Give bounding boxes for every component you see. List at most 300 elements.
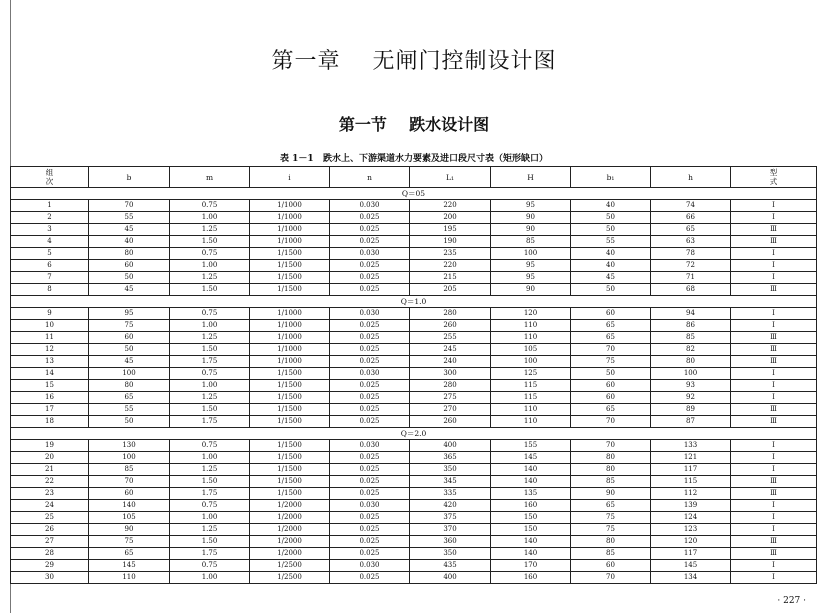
table-cell: 1/1000 [250, 332, 330, 344]
table-cell: Ⅰ [731, 200, 817, 212]
table-cell: 134 [651, 572, 731, 584]
table-cell: 115 [491, 392, 571, 404]
column-header: i [250, 167, 330, 188]
table-cell: 28 [11, 548, 89, 560]
table-cell: 155 [491, 440, 571, 452]
table-cell: 0.025 [330, 512, 410, 524]
table-cell: 365 [410, 452, 491, 464]
table-cell: 110 [491, 332, 571, 344]
table-cell: 0.025 [330, 452, 410, 464]
table-cell: 0.025 [330, 344, 410, 356]
table-cell: 0.030 [330, 248, 410, 260]
table-cell: 124 [651, 512, 731, 524]
table-cell: 17 [11, 404, 89, 416]
table-cell: 150 [491, 524, 571, 536]
table-cell: 78 [651, 248, 731, 260]
table-cell: 0.030 [330, 368, 410, 380]
table-cell: 65 [571, 500, 651, 512]
table-cell: 0.025 [330, 320, 410, 332]
table-cell: 89 [651, 404, 731, 416]
table-row [11, 212, 817, 224]
table-cell: 260 [410, 320, 491, 332]
group-row [11, 296, 817, 308]
table-cell: 63 [651, 236, 731, 248]
table-cell: 215 [410, 272, 491, 284]
table-cell: 115 [651, 476, 731, 488]
table-cell: Ⅲ [731, 356, 817, 368]
table-cell: 0.030 [330, 308, 410, 320]
table-cell: 135 [491, 488, 571, 500]
table-cell: 0.025 [330, 224, 410, 236]
table-row [11, 380, 817, 392]
table-cell: 1/1500 [250, 464, 330, 476]
table-cell: 0.025 [330, 236, 410, 248]
table-cell: 65 [571, 332, 651, 344]
table-cell: 235 [410, 248, 491, 260]
table-cell: 0.025 [330, 524, 410, 536]
table-cell: 60 [571, 380, 651, 392]
table-cell: 6 [11, 260, 89, 272]
table-cell: 60 [571, 392, 651, 404]
table-cell: 2 [11, 212, 89, 224]
table-cell: 24 [11, 500, 89, 512]
table-cell: 50 [571, 212, 651, 224]
table-cell: 87 [651, 416, 731, 428]
table-cell: 0.030 [330, 500, 410, 512]
table-cell: 0.025 [330, 392, 410, 404]
table-cell: 121 [651, 452, 731, 464]
table-cell: 275 [410, 392, 491, 404]
table-cell: 70 [571, 440, 651, 452]
table-cell: 110 [491, 404, 571, 416]
table-cell: 95 [491, 260, 571, 272]
table-cell: 1/1500 [250, 248, 330, 260]
table-cell: 93 [651, 380, 731, 392]
design-table [10, 166, 817, 584]
table-cell: 65 [571, 320, 651, 332]
column-header: 型 式 [731, 167, 817, 188]
table-cell: 350 [410, 464, 491, 476]
table-cell: Ⅲ [731, 344, 817, 356]
table-cell: 0.025 [330, 260, 410, 272]
table-row [11, 200, 817, 212]
table-cell: 190 [410, 236, 491, 248]
table-cell: 1.00 [170, 380, 250, 392]
table-cell: 1.75 [170, 548, 250, 560]
table-cell: 1/1500 [250, 404, 330, 416]
table-row [11, 560, 817, 572]
table-row [11, 308, 817, 320]
table-row [11, 548, 817, 560]
column-header: H [491, 167, 571, 188]
table-cell: 66 [651, 212, 731, 224]
table-cell: 86 [651, 320, 731, 332]
table-cell: 85 [89, 464, 170, 476]
table-cell: Ⅰ [731, 524, 817, 536]
table-cell: 100 [89, 452, 170, 464]
table-cell: 19 [11, 440, 89, 452]
table-cell: 1/1500 [250, 368, 330, 380]
table-caption: 表 1－1 跌水上、下游渠道水力要素及进口段尺寸表（矩形缺口） [279, 154, 549, 164]
table-cell: 50 [89, 416, 170, 428]
table-header [11, 167, 817, 188]
table-row [11, 464, 817, 476]
table-cell: 12 [11, 344, 89, 356]
table-cell: 40 [571, 248, 651, 260]
table-cell: 110 [491, 416, 571, 428]
table-cell: 245 [410, 344, 491, 356]
table-cell: 300 [410, 368, 491, 380]
table-cell: 133 [651, 440, 731, 452]
table-cell: 1.00 [170, 452, 250, 464]
table-cell: 200 [410, 212, 491, 224]
table-cell: 55 [89, 212, 170, 224]
column-header: h [651, 167, 731, 188]
table-cell: 40 [89, 236, 170, 248]
table-cell: 1.25 [170, 464, 250, 476]
table-cell: Ⅰ [731, 308, 817, 320]
table-row [11, 356, 817, 368]
table-cell: 65 [89, 548, 170, 560]
table-cell: 0.025 [330, 404, 410, 416]
table-row [11, 404, 817, 416]
table-cell: Ⅲ [731, 548, 817, 560]
table-cell: Ⅰ [731, 272, 817, 284]
table-cell: Ⅰ [731, 320, 817, 332]
table-cell: 110 [491, 320, 571, 332]
table-cell: 160 [491, 500, 571, 512]
table-cell: 7 [11, 272, 89, 284]
table-cell: 1.25 [170, 392, 250, 404]
table-cell: 9 [11, 308, 89, 320]
table-cell: 75 [571, 512, 651, 524]
table-cell: 85 [571, 476, 651, 488]
table-row [11, 224, 817, 236]
table-cell: 375 [410, 512, 491, 524]
table-cell: 3 [11, 224, 89, 236]
table-row [11, 488, 817, 500]
table-cell: 195 [410, 224, 491, 236]
table-cell: 1/1500 [250, 380, 330, 392]
table-cell: 60 [571, 560, 651, 572]
table-cell: 105 [89, 512, 170, 524]
table-cell: 70 [89, 476, 170, 488]
table-cell: 0.025 [330, 464, 410, 476]
table-cell: 0.025 [330, 332, 410, 344]
table-cell: 0.025 [330, 536, 410, 548]
table-cell: Ⅲ [731, 488, 817, 500]
table-cell: 1.50 [170, 476, 250, 488]
table-row [11, 272, 817, 284]
table-cell: 240 [410, 356, 491, 368]
table-cell: 0.025 [330, 416, 410, 428]
table-cell: 60 [89, 488, 170, 500]
table-cell: 80 [651, 356, 731, 368]
table-cell: 140 [491, 536, 571, 548]
table-cell: 0.75 [170, 500, 250, 512]
table-cell: Ⅰ [731, 464, 817, 476]
table-cell: 1/2000 [250, 512, 330, 524]
table-cell: 1/2000 [250, 524, 330, 536]
table-cell: 0.025 [330, 548, 410, 560]
table-cell: 65 [89, 392, 170, 404]
table-cell: 1/1000 [250, 320, 330, 332]
table-cell: 0.75 [170, 308, 250, 320]
table-cell: 23 [11, 488, 89, 500]
column-header: L₁ [410, 167, 491, 188]
header-row [11, 167, 817, 188]
table-cell: 140 [491, 548, 571, 560]
table-cell: 1/1500 [250, 452, 330, 464]
table-cell: 65 [571, 404, 651, 416]
table-cell: 1.00 [170, 512, 250, 524]
table-cell: 130 [89, 440, 170, 452]
table-cell: 125 [491, 368, 571, 380]
table-cell: 1.00 [170, 572, 250, 584]
table-cell: 1.00 [170, 320, 250, 332]
table-cell: 13 [11, 356, 89, 368]
table-row [11, 452, 817, 464]
table-cell: Ⅰ [731, 560, 817, 572]
table-cell: 10 [11, 320, 89, 332]
table-cell: 60 [89, 332, 170, 344]
table-cell: 1.00 [170, 260, 250, 272]
group-row [11, 428, 817, 440]
table-cell: 150 [491, 512, 571, 524]
table-cell: 65 [651, 224, 731, 236]
column-header: n [330, 167, 410, 188]
table-body [11, 188, 817, 584]
table-cell: 0.030 [330, 200, 410, 212]
table-cell: 0.75 [170, 200, 250, 212]
table-cell: 74 [651, 200, 731, 212]
table-cell: 1.50 [170, 236, 250, 248]
table-cell: 20 [11, 452, 89, 464]
table-cell: 0.025 [330, 284, 410, 296]
table-cell: 260 [410, 416, 491, 428]
table-cell: 400 [410, 440, 491, 452]
table-cell: 1/1500 [250, 416, 330, 428]
table-cell: 0.025 [330, 488, 410, 500]
table-cell: 145 [89, 560, 170, 572]
table-cell: 1/1000 [250, 356, 330, 368]
table-cell: 80 [571, 536, 651, 548]
table-row [11, 284, 817, 296]
table-cell: 0.025 [330, 476, 410, 488]
table-cell: Ⅲ [731, 416, 817, 428]
table-cell: 70 [89, 200, 170, 212]
table-cell: 75 [89, 320, 170, 332]
table-cell: 90 [491, 284, 571, 296]
table-cell: 70 [571, 344, 651, 356]
table-cell: 350 [410, 548, 491, 560]
table-cell: 115 [491, 380, 571, 392]
table-cell: 85 [651, 332, 731, 344]
table-cell: 55 [571, 236, 651, 248]
table-cell: 92 [651, 392, 731, 404]
table-row [11, 476, 817, 488]
table-cell: 139 [651, 500, 731, 512]
column-header: 组 次 [11, 167, 89, 188]
table-cell: 1/1000 [250, 200, 330, 212]
table-cell: 75 [571, 356, 651, 368]
table-cell: 435 [410, 560, 491, 572]
table-cell: 0.75 [170, 248, 250, 260]
table-cell: 1.50 [170, 284, 250, 296]
table-cell: 50 [89, 344, 170, 356]
table-cell: 120 [491, 308, 571, 320]
table-row [11, 344, 817, 356]
table-cell: 25 [11, 512, 89, 524]
table-cell: 1/1000 [250, 344, 330, 356]
table-cell: 50 [571, 284, 651, 296]
table-cell: 71 [651, 272, 731, 284]
table-row [11, 320, 817, 332]
table-cell: 1/1500 [250, 284, 330, 296]
table-cell: 90 [491, 212, 571, 224]
table-cell: 11 [11, 332, 89, 344]
table-row [11, 368, 817, 380]
table-cell: 1/1500 [250, 476, 330, 488]
table-cell: Ⅰ [731, 512, 817, 524]
table-cell: 335 [410, 488, 491, 500]
table-cell: Ⅲ [731, 404, 817, 416]
table-cell: 50 [89, 272, 170, 284]
table-cell: 1/2000 [250, 500, 330, 512]
table-cell: 94 [651, 308, 731, 320]
table-cell: 255 [410, 332, 491, 344]
table-cell: 0.75 [170, 560, 250, 572]
table-cell: 1/2500 [250, 560, 330, 572]
table-cell: 45 [89, 356, 170, 368]
table-cell: 0.025 [330, 380, 410, 392]
table-row [11, 440, 817, 452]
table-cell: 80 [571, 452, 651, 464]
table-row [11, 416, 817, 428]
table-cell: 1.50 [170, 536, 250, 548]
table-cell: 85 [491, 236, 571, 248]
table-cell: 85 [571, 548, 651, 560]
table-cell: 145 [651, 560, 731, 572]
table-cell: 5 [11, 248, 89, 260]
table-cell: 0.025 [330, 212, 410, 224]
table-cell: 1/1500 [250, 392, 330, 404]
table-cell: 110 [89, 572, 170, 584]
table-cell: 100 [651, 368, 731, 380]
table-cell: 1.00 [170, 212, 250, 224]
table-cell: 45 [89, 224, 170, 236]
table-cell: 21 [11, 464, 89, 476]
table-cell: 1/1000 [250, 212, 330, 224]
table-cell: 0.030 [330, 560, 410, 572]
table-cell: 50 [571, 224, 651, 236]
table-cell: Ⅲ [731, 536, 817, 548]
table-cell: 1/1500 [250, 440, 330, 452]
table-cell: 0.030 [330, 440, 410, 452]
table-cell: 1.75 [170, 416, 250, 428]
table-cell: 95 [491, 200, 571, 212]
table-cell: 1.25 [170, 524, 250, 536]
table-row [11, 524, 817, 536]
column-header: b₁ [571, 167, 651, 188]
table-cell: 220 [410, 260, 491, 272]
table-cell: 0.75 [170, 368, 250, 380]
table-cell: 112 [651, 488, 731, 500]
table-cell: 72 [651, 260, 731, 272]
table-cell: 60 [89, 260, 170, 272]
table-row [11, 572, 817, 584]
page-number: · 227 · [777, 596, 806, 606]
chapter-title: 第一章 无闸门控制设计图 [271, 49, 557, 74]
column-header: m [170, 167, 250, 188]
table-cell: 1/1000 [250, 236, 330, 248]
table-cell: 16 [11, 392, 89, 404]
table-cell: Ⅰ [731, 572, 817, 584]
table-cell: 280 [410, 380, 491, 392]
table-cell: 14 [11, 368, 89, 380]
group-row [11, 188, 817, 200]
table-cell: 1/1000 [250, 308, 330, 320]
table-cell: Ⅲ [731, 236, 817, 248]
table-cell: 60 [571, 308, 651, 320]
group-label: Q＝2.0 [11, 428, 817, 440]
table-cell: 1.75 [170, 356, 250, 368]
table-cell: 1/2500 [250, 572, 330, 584]
table-cell: 75 [89, 536, 170, 548]
table-cell: Ⅰ [731, 440, 817, 452]
table-cell: Ⅲ [731, 224, 817, 236]
table-cell: 90 [571, 488, 651, 500]
table-cell: 18 [11, 416, 89, 428]
table-cell: 75 [571, 524, 651, 536]
table-row [11, 248, 817, 260]
table-cell: 1.25 [170, 272, 250, 284]
table-cell: 90 [491, 224, 571, 236]
table-cell: 22 [11, 476, 89, 488]
table-cell: 140 [491, 464, 571, 476]
table-cell: 100 [89, 368, 170, 380]
table-cell: 45 [89, 284, 170, 296]
table-row [11, 260, 817, 272]
group-label: Q＝05 [11, 188, 817, 200]
table-row [11, 500, 817, 512]
table-cell: 1/1500 [250, 260, 330, 272]
table-cell: Ⅰ [731, 248, 817, 260]
group-label: Q＝1.0 [11, 296, 817, 308]
table-row [11, 392, 817, 404]
table-row [11, 512, 817, 524]
table-cell: 1.75 [170, 488, 250, 500]
table-cell: 105 [491, 344, 571, 356]
table-cell: 1 [11, 200, 89, 212]
table-cell: 40 [571, 200, 651, 212]
table-cell: 95 [89, 308, 170, 320]
table-cell: 370 [410, 524, 491, 536]
table-cell: 45 [571, 272, 651, 284]
table-cell: 0.75 [170, 440, 250, 452]
table-cell: 70 [571, 572, 651, 584]
table-cell: 1/1500 [250, 488, 330, 500]
table-cell: 27 [11, 536, 89, 548]
table-cell: 100 [491, 248, 571, 260]
table-cell: 30 [11, 572, 89, 584]
table-cell: 120 [651, 536, 731, 548]
table-cell: 420 [410, 500, 491, 512]
table-cell: 40 [571, 260, 651, 272]
table-cell: 80 [89, 380, 170, 392]
table-cell: 145 [491, 452, 571, 464]
table-cell: Ⅰ [731, 212, 817, 224]
